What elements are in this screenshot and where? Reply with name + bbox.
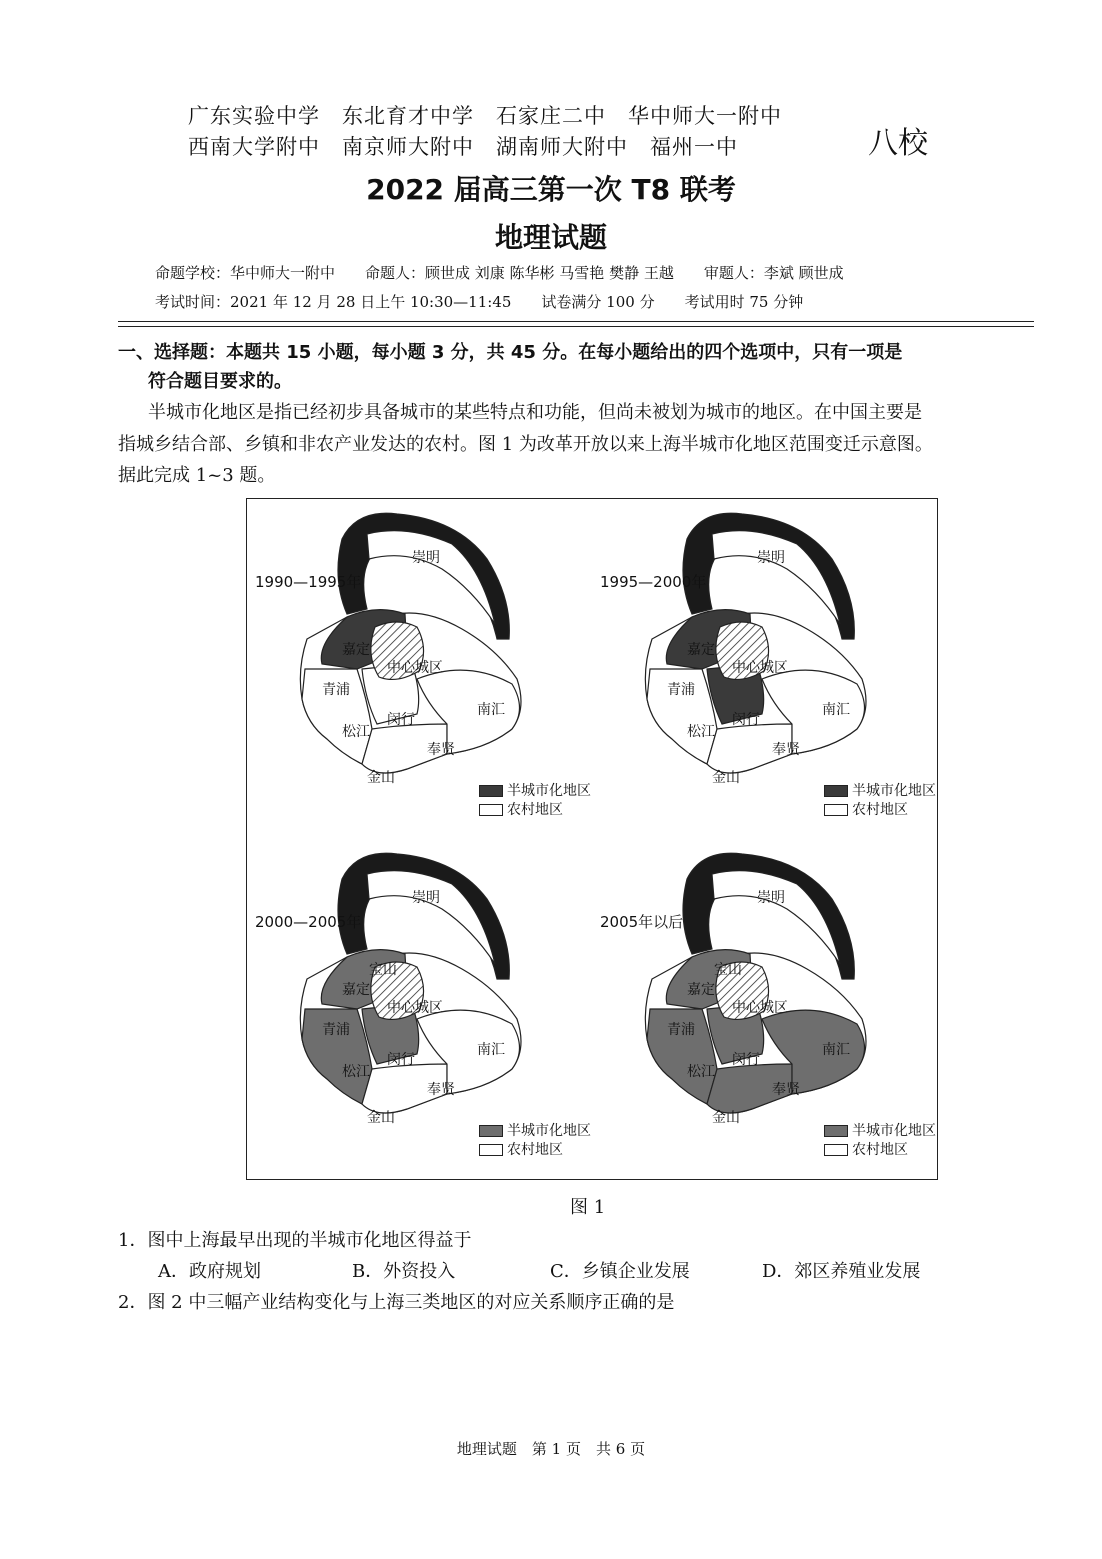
- place-name-jiading: 嘉定: [342, 642, 370, 658]
- place-name-jiading: 嘉定: [687, 642, 715, 658]
- place-name-jinshan: 金山: [367, 1110, 395, 1126]
- legend-label-rural: 农村地区: [852, 802, 908, 818]
- schools-line-1: 广东实验中学 东北育才中学 石家庄二中 华中师大一附中: [188, 104, 782, 128]
- shanghai-map-panel: [247, 499, 592, 839]
- place-name-nanhui: 南汇: [477, 702, 505, 718]
- question-2-stem: 2．图 2 中三幅产业结构变化与上海三类地区的对应关系顺序正确的是: [118, 1292, 675, 1313]
- legend-label-semi-urban: 半城市化地区: [507, 783, 591, 799]
- legend-semi-urban: [479, 1120, 591, 1140]
- place-name-nanhui: 南汇: [822, 702, 850, 718]
- place-name-fengxian: 奉贤: [772, 1082, 800, 1098]
- eight-schools-badge: 八校: [868, 126, 928, 161]
- legend-swatch-semi-urban: [824, 1125, 848, 1137]
- legend-swatch-semi-urban: [824, 785, 848, 797]
- legend-swatch-rural: [479, 1144, 503, 1156]
- place-name-chongming: 崇明: [757, 890, 785, 906]
- intro-line-1: 半城市化地区是指已经初步具备城市的某些特点和功能，但尚未被划为城市的地区。在中国主要是: [148, 402, 922, 423]
- legend-label-semi-urban: 半城市化地区: [852, 1123, 936, 1139]
- legend-rural: [824, 1139, 908, 1159]
- figure-caption: 图 1: [570, 1197, 606, 1218]
- exam-title: 2022 届高三第一次 T8 联考: [366, 173, 736, 206]
- place-name-qingpu: 青浦: [322, 682, 350, 698]
- place-name-baoshan: 宝山: [714, 962, 742, 978]
- legend-label-rural: 农村地区: [852, 1142, 908, 1158]
- place-name-nanhui: 南汇: [477, 1042, 505, 1058]
- legend-semi-urban: [479, 780, 591, 800]
- question-1-stem: 1．图中上海最早出现的半城市化地区得益于: [118, 1230, 472, 1251]
- legend-semi-urban: [824, 780, 936, 800]
- question-1-option-d: D．郊区养殖业发展: [762, 1261, 921, 1282]
- place-name-fengxian: 奉贤: [427, 1082, 455, 1098]
- section-heading-line-1: 一、选择题：本题共 15 小题，每小题 3 分，共 45 分。在每小题给出的四个选项中，只有一项是: [118, 342, 903, 363]
- question-1-option-c: C．乡镇企业发展: [550, 1261, 690, 1282]
- legend-label-semi-urban: 半城市化地区: [507, 1123, 591, 1139]
- intro-line-3: 据此完成 1~3 题。: [118, 465, 276, 486]
- place-name-jinshan: 金山: [712, 1110, 740, 1126]
- place-name-center: 中心城区: [732, 660, 788, 676]
- subject-title: 地理试题: [494, 221, 607, 254]
- map-period-label: 2000—2005年: [255, 913, 362, 931]
- question-1-option-a: A．政府规划: [158, 1261, 261, 1282]
- legend-swatch-semi-urban: [479, 785, 503, 797]
- map-period-label: 2005年以后: [600, 913, 684, 931]
- shanghai-map-panel: [592, 839, 937, 1179]
- header-rule-2: [118, 326, 1034, 327]
- map-period-label: 1990—1995年: [255, 573, 362, 591]
- legend-label-rural: 农村地区: [507, 1142, 563, 1158]
- place-name-center: 中心城区: [387, 1000, 443, 1016]
- legend-label-semi-urban: 半城市化地区: [852, 783, 936, 799]
- legend-rural: [824, 799, 908, 819]
- place-name-chongming: 崇明: [412, 550, 440, 566]
- place-name-songjiang: 松江: [687, 724, 715, 740]
- place-name-fengxian: 奉贤: [772, 742, 800, 758]
- shanghai-map-panel: [592, 499, 937, 839]
- place-name-jinshan: 金山: [712, 770, 740, 786]
- place-name-jiading: 嘉定: [687, 982, 715, 998]
- place-name-minhang: 闵行: [387, 1052, 415, 1068]
- legend-semi-urban: [824, 1120, 936, 1140]
- place-name-jinshan: 金山: [367, 770, 395, 786]
- map-period-label: 1995—2000年: [600, 573, 707, 591]
- question-1-option-b: B．外资投入: [352, 1261, 456, 1282]
- header-rule-1: [118, 321, 1034, 322]
- exam-info-line: 考试时间：2021 年 12 月 28 日上午 10:30—11:45 试卷满分 100 分 考试用时 75 分钟: [155, 293, 804, 311]
- legend-rural: [479, 1139, 563, 1159]
- place-name-minhang: 闵行: [732, 1052, 760, 1068]
- place-name-nanhui: 南汇: [822, 1042, 850, 1058]
- place-name-qingpu: 青浦: [322, 1022, 350, 1038]
- place-name-qingpu: 青浦: [667, 1022, 695, 1038]
- place-name-songjiang: 松江: [342, 1064, 370, 1080]
- place-name-fengxian: 奉贤: [427, 742, 455, 758]
- place-name-center: 中心城区: [387, 660, 443, 676]
- schools-line-2: 西南大学附中 南京师大附中 湖南师大附中 福州一中: [188, 135, 738, 159]
- place-name-baoshan: 宝山: [369, 962, 397, 978]
- page-footer: 地理试题 第 1 页 共 6 页: [456, 1440, 646, 1458]
- legend-swatch-semi-urban: [479, 1125, 503, 1137]
- place-name-minhang: 闵行: [387, 712, 415, 728]
- legend-swatch-rural: [824, 804, 848, 816]
- place-name-chongming: 崇明: [412, 890, 440, 906]
- place-name-jiading: 嘉定: [342, 982, 370, 998]
- legend-rural: [479, 799, 563, 819]
- legend-swatch-rural: [824, 1144, 848, 1156]
- legend-swatch-rural: [479, 804, 503, 816]
- place-name-center: 中心城区: [732, 1000, 788, 1016]
- place-name-qingpu: 青浦: [667, 682, 695, 698]
- authors-line: 命题学校：华中师大一附中 命题人：顾世成 刘康 陈华彬 马雪艳 樊静 王越 审题人：李斌 顾世成: [155, 264, 844, 282]
- shanghai-map-panel: [247, 839, 592, 1179]
- legend-label-rural: 农村地区: [507, 802, 563, 818]
- section-heading-line-2: 符合题目要求的。: [148, 371, 292, 392]
- figure-1: [246, 498, 938, 1180]
- place-name-songjiang: 松江: [687, 1064, 715, 1080]
- place-name-minhang: 闵行: [732, 712, 760, 728]
- place-name-chongming: 崇明: [757, 550, 785, 566]
- intro-line-2: 指城乡结合部、乡镇和非农产业发达的农村。图 1 为改革开放以来上海半城市化地区范围变迁示意图。: [118, 434, 933, 455]
- place-name-songjiang: 松江: [342, 724, 370, 740]
